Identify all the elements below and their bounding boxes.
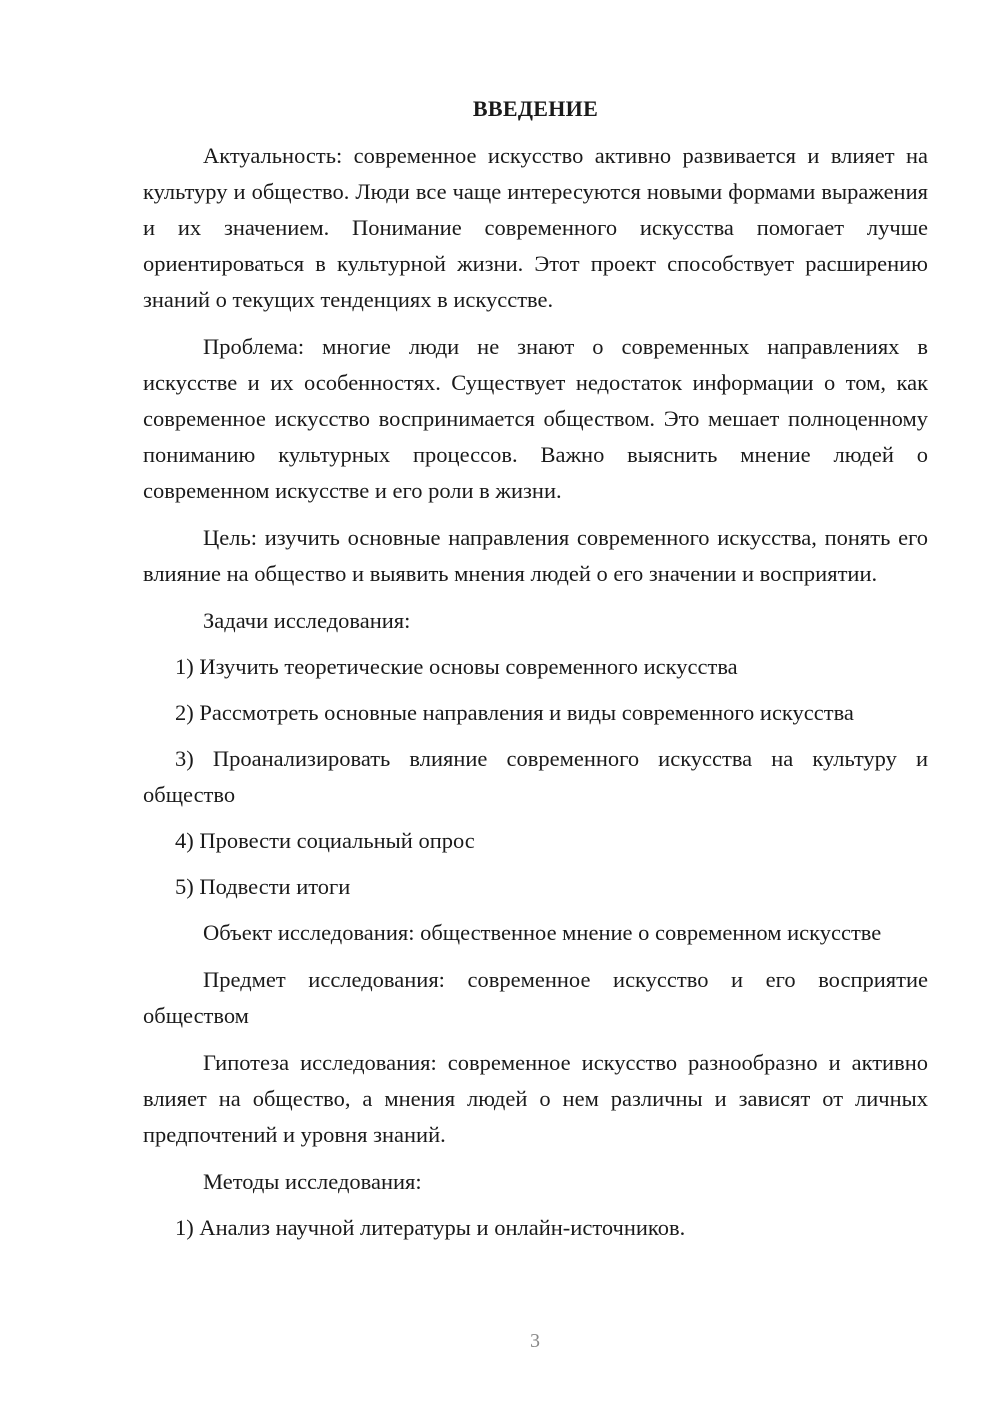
problem-paragraph: Проблема: многие люди не знают о современных направлениях в искусстве и их особенностях. Существует недостаток информации о том, как современное искусство воспринимается обществом. Это мешает полноценному пониманию культурных процессов. Важно выяснить мнение людей о современном искусстве и его роли в жизни. <box>143 334 928 503</box>
tasks-heading: Задачи исследования: <box>203 608 411 633</box>
hypothesis-paragraph: Гипотеза исследования: современное искусство разнообразно и активно влияет на общество, а мнения людей о нем различны и зависят от личных предпочтений и уровня знаний. <box>143 1050 928 1147</box>
task-item-2: 2) Рассмотреть основные направления и виды современного искусства <box>175 700 854 725</box>
task-item-3: 3) Проанализировать влияние современного искусства на культуру и общество <box>143 746 928 807</box>
page-number: 3 <box>530 1330 540 1352</box>
goal-paragraph: Цель: изучить основные направления современного искусства, понять его влияние на общество и выявить мнения людей о его значении и восприятии. <box>143 525 928 586</box>
task-item-5: 5) Подвести итоги <box>175 874 351 899</box>
relevance-paragraph: Актуальность: современное искусство активно развивается и влияет на культуру и общество. Люди все чаще интересуются новыми формами выражения и их значением. Понимание современного искусства помогает лучше ориентироваться в культурной жизни. Этот проект способствует расширению знаний о текущих тенденциях в искусстве. <box>143 143 928 312</box>
document-page <box>143 94 928 1256</box>
methods-heading: Методы исследования: <box>203 1169 422 1194</box>
object-paragraph: Объект исследования: общественное мнение о современном искусстве <box>203 920 882 945</box>
subject-paragraph: Предмет исследования: современное искусство и его восприятие обществом <box>143 967 928 1028</box>
task-item-4: 4) Провести социальный опрос <box>175 828 475 853</box>
task-item-1: 1) Изучить теоретические основы современного искусства <box>175 654 738 679</box>
method-item-1: 1) Анализ научной литературы и онлайн-источников. <box>175 1215 686 1240</box>
section-title: ВВЕДЕНИЕ <box>472 96 599 121</box>
